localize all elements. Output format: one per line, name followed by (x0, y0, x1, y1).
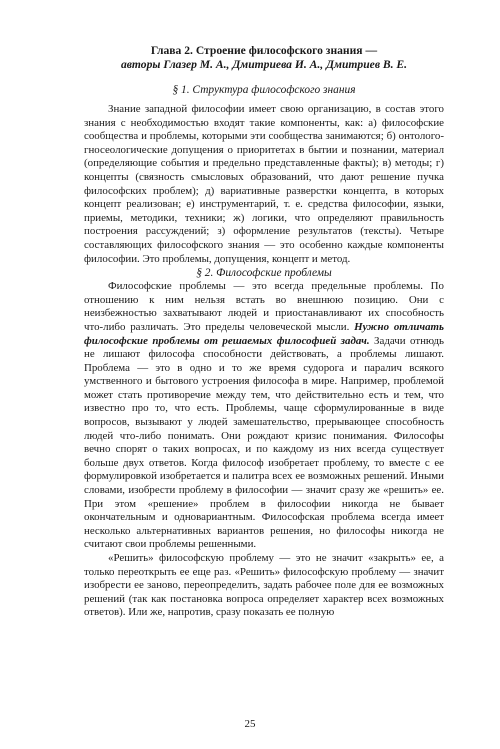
chapter-authors: авторы Глазер М. А., Дмитриева И. А., Дмитриев В. Е. (120, 58, 408, 71)
paragraph-text-after-emphasis: Задачи отнюдь не лишают философа способности действовать, а проблемы лишают. Проблема — это в одно и то же время судорога и паралич всякого умственного и бытового устроения философа в мире. Например, проблемой может стать противоречие между тем, что действительно есть и тем, что известно про то, что есть. Проблемы, чаще сформулированные в виде вопросов, вызывают у людей замешательство, прерывающее способность людей что-либо понимать. Они рождают кризис понимания. Философы вечно спорят о таких вопросах, и по каждому из них всегда существует больше двух ответов. Когда философ изобретает проблему, то вместе с ее формулировкой изобретается и палитра всех ее возможных решений. Иными словами, изобрести проблему в философии — значит сразу же «решить» ее. При этом «решение» проблем в философии никогда не бывает окончательным и одновариантным. Философская проблема всегда имеет несколько альтернативных вариантов решения, но философы никогда не считают свои проблемы решенными. (84, 334, 444, 551)
chapter-title: Глава 2. Строение философского знания — (150, 44, 378, 57)
emphasized-statement: Нужно отличать философские проблемы от решаемых философией задач. (84, 320, 445, 347)
paragraph-text-before-emphasis: Философские проблемы — это всегда предельные проблемы. По отношению к ним нельзя встать во внешнюю позицию. Они с неизбежностью захватывают людей и приостанавливают их способность что-либо различать. Это пределы человеческой мысли. (84, 280, 444, 333)
book-page (84, 44, 444, 620)
section-2-paragraph-1 (84, 280, 444, 552)
section-2-heading: § 2. Философские проблемы (196, 267, 332, 280)
section-1-paragraph: Знание западной философии имеет свою организацию, в состав этого знания с необходимостью входят такие компоненты, как: а) философские сообщества и проблемы, которыми эти сообщества занимаются; б) онтолого-гносеологические допущения о приоритетах в бытии и познании, материал (определяющие события и предельно представленные факты); в) методы; г) концепты (связность смысловых образований, что дают решение пучка философских проблем); д) вариативные разверстки концепта, в которых концепт реализован; е) инструментарий, т. е. средства философии, языки, приемы, методики, техники; ж) логики, что определяют правильность построения рассуждений; з) оформление результатов (тексты). Четыре составляющих философского знания — это особенно каждые компоненты философии. Это проблемы, допущения, концепт и метод. (84, 103, 444, 265)
page-number: 25 (244, 718, 256, 730)
section-2-paragraph-2: «Решить» философскую проблему — это не значит «закрыть» ее, а только переоткрыть ее еще раз. «Решить» философскую проблему — значит изобрести ее заново, переопределить, задать рабочее поле для ее возможных решений (так как постановка вопроса определяет характер всех возможных ответов). Или же, напротив, сразу показать ее полную (84, 552, 444, 619)
section-1-heading: § 1. Структура философского знания (172, 84, 356, 96)
